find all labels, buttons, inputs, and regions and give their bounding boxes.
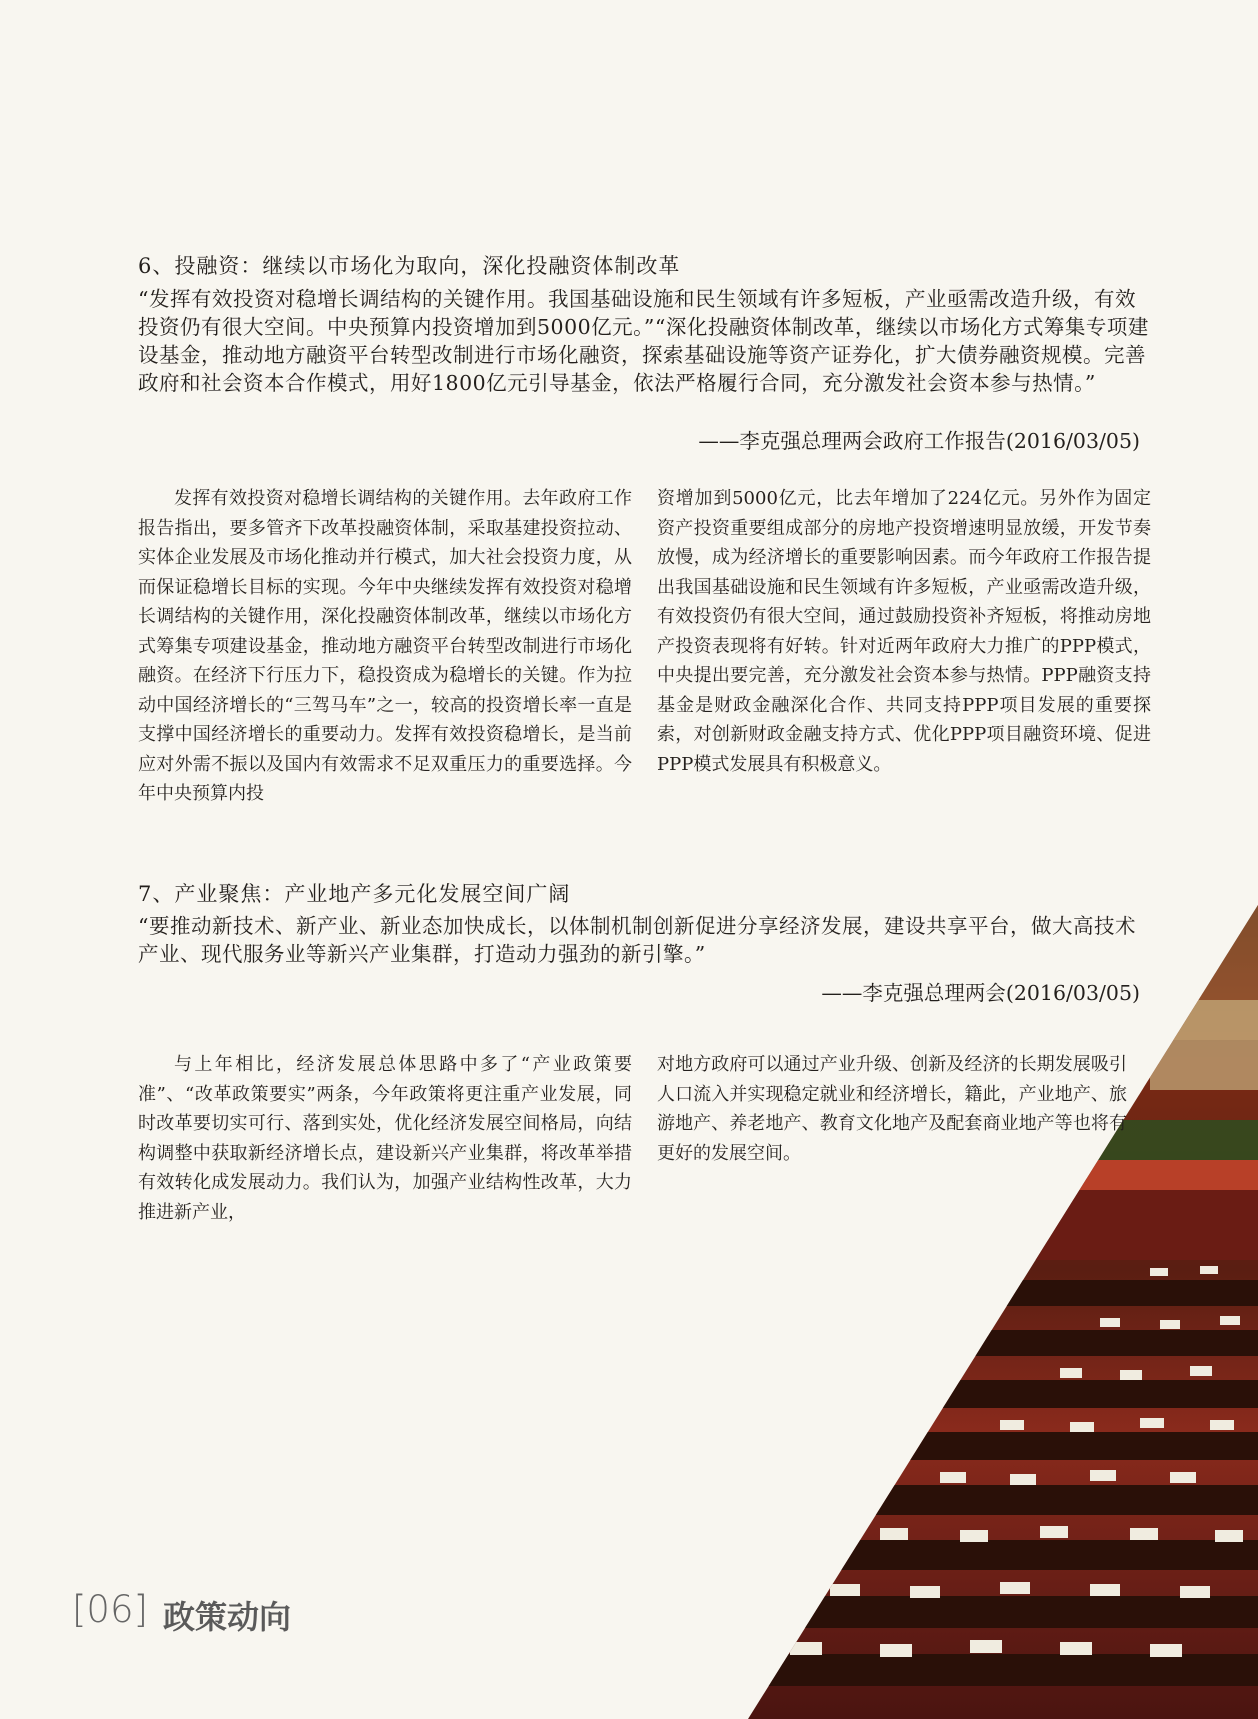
section-7-title: 7、产业聚焦：产业地产多元化发展空间广阔 <box>138 882 571 906</box>
section-7-body-right: 对地方政府可以通过产业升级、创新及经济的长期发展吸引人口流入并实现稳定就业和经济增长，籍此，产业地产、旅游地产、养老地产、教育文化地产及配套商业地产等也将有更好的发展空间。 <box>657 1054 1127 1164</box>
section-6-quote: “发挥有效投资对稳增长调结构的关键作用。我国基础设施和民生领域有许多短板，产业亟需改造升级，有效投资仍有很大空间。中央预算内投资增加到5000亿元。”“深化投融资体制改革，继续以市场化方式筹集专项建设基金，推动地方融资平台转型改制进行市场化融资，探索基础设施等资产证券化，扩大债券融资规模。完善政府和社会资本合作模式，用好1800亿元引导基金，依法严格履行合同，充分激发社会资本参与热情。” <box>138 287 1149 395</box>
section-7-quote: “要推动新技术、新产业、新业态加快成长，以体制机制创新促进分享经济发展，建设共享平台，做大高技术产业、现代服务业等新兴产业集群，打造动力强劲的新引擎。” <box>138 914 1136 966</box>
section-label: 政策动向 <box>163 1598 292 1636</box>
section-7-body-left: 与上年相比，经济发展总体思路中多了“产业政策要准”、“改革政策要实”两条，今年政策将更注重产业发展，同时改革要切实可行、落到实处，优化经济发展空间格局，向结构调整中获取新经济增长点，建设新兴产业集群，将改革举措有效转化成发展动力。我们认为，加强产业结构性改革，大力推进新产业， <box>138 1054 632 1223</box>
section-6-body-right: 资增加到5000亿元，比去年增加了224亿元。另外作为固定资产投资重要组成部分的房地产投资增速明显放缓，开发节奏放慢，成为经济增长的重要影响因素。而今年政府工作报告提出我国基础设施和民生领域有许多短板，产业亟需改造升级，有效投资仍有很大空间，通过鼓励投资补齐短板，将推动房地产投资表现将有好转。针对近两年政府大力推广的PPP模式，中央提出要完善，充分激发社会资本参与热情。PPP融资支持基金是财政金融深化合作、共同支持PPP项目发展的重要探索，对创新财政金融支持方式、优化PPP项目融资环境、促进PPP模式发展具有积极意义。 <box>657 488 1151 775</box>
section-6-body-left: 发挥有效投资对稳增长调结构的关键作用。去年政府工作报告指出，要多管齐下改革投融资体制，采取基建投资拉动、实体企业发展及市场化推动并行模式，加大社会投资力度，从而保证稳增长目标的实现。今年中央继续发挥有效投资对稳增长调结构的关键作用，深化投融资体制改革，继续以市场化方式筹集专项建设基金，推动地方融资平台转型改制进行市场化融资。在经济下行压力下，稳投资成为稳增长的关键。作为拉动中国经济增长的“三驾马车”之一，较高的投资增长率一直是支撑中国经济增长的重要动力。发挥有效投资稳增长，是当前应对外需不振以及国内有效需求不足双重压力的重要选择。今年中央预算内投 <box>138 488 632 804</box>
section-7-source: ——李克强总理两会(2016/03/05) <box>821 981 1140 1005</box>
section-6-source: ——李克强总理两会政府工作报告(2016/03/05) <box>698 429 1140 453</box>
page-number: [06] <box>72 1588 148 1631</box>
section-6-title: 6、投融资：继续以市场化为取向，深化投融资体制改革 <box>138 254 681 278</box>
